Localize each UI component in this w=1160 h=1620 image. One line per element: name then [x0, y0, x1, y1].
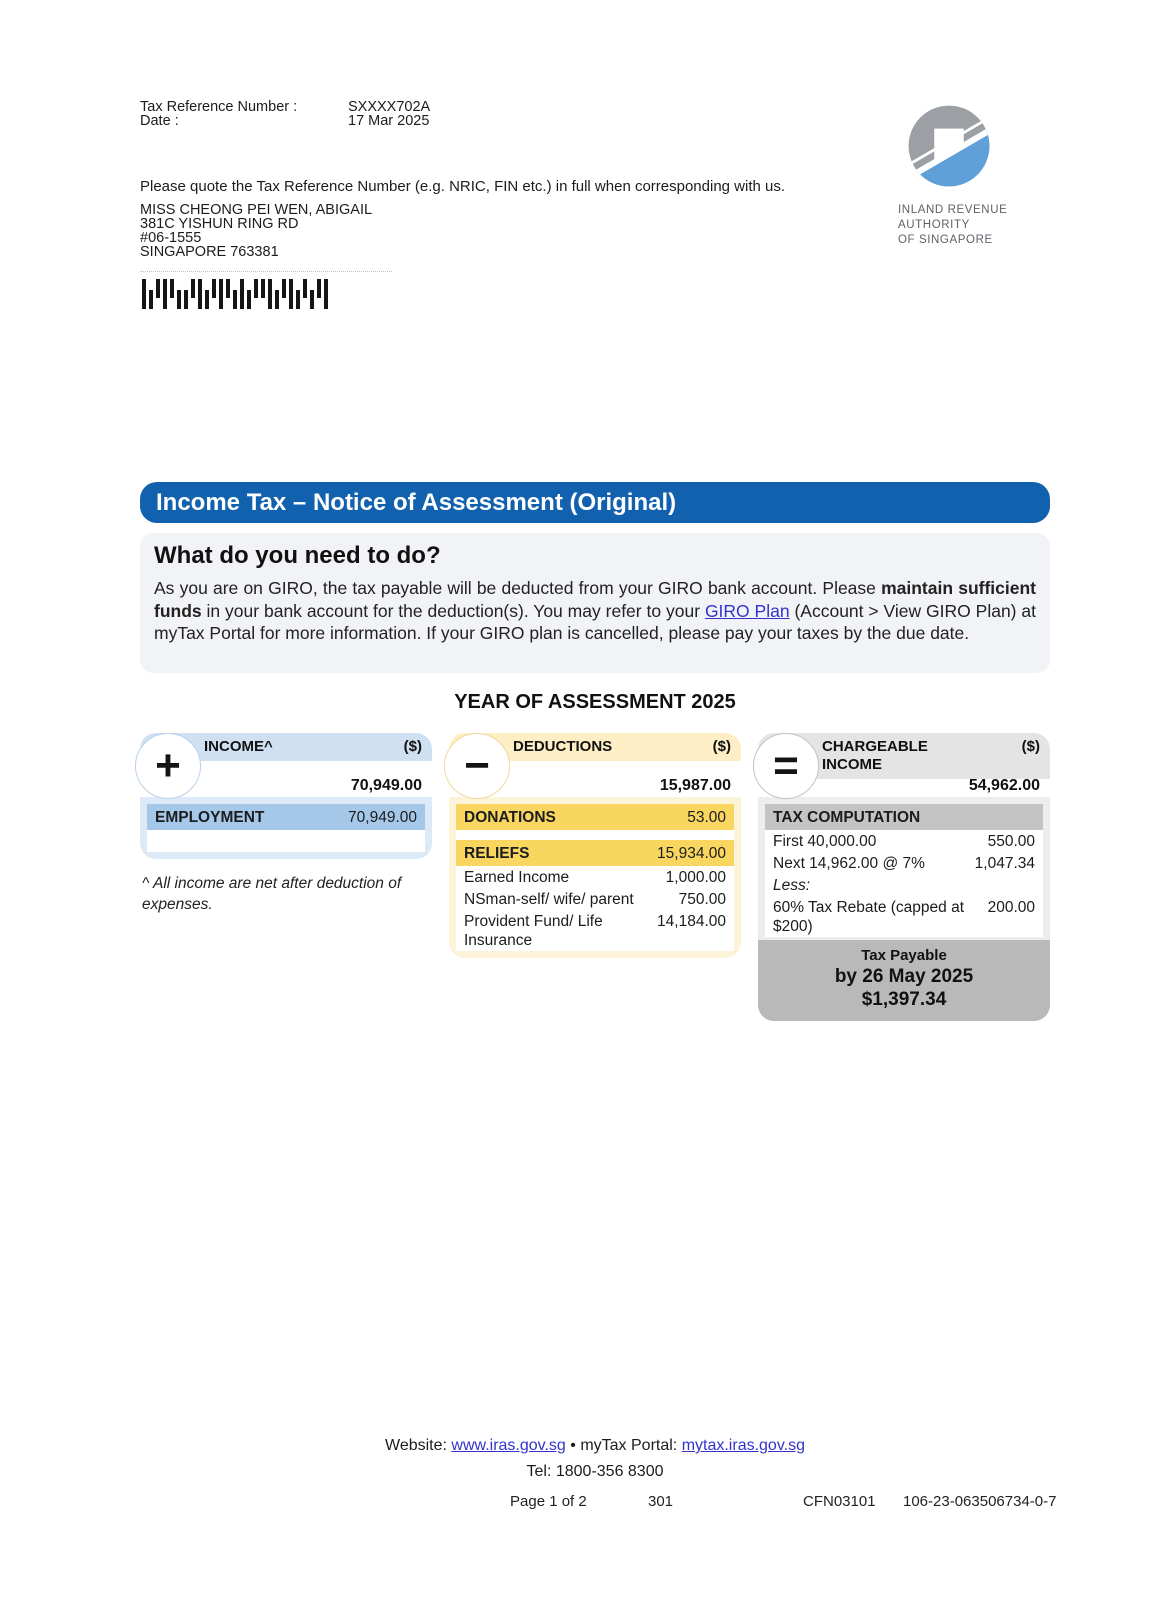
mytax-portal-link[interactable]: mytax.iras.gov.sg [681, 1437, 805, 1454]
what-to-do-paragraph: As you are on GIRO, the tax payable will be deducted from your GIRO bank account. Please maintain sufficient funds in your bank account for the deduction(s). You may refer to your GIRO Plan (Account > View GIRO Plan) at myTax Portal for more information. If your GIRO plan is cancelled, please pay your taxes by the due date. [154, 578, 1036, 643]
footer-document-id: 106-23-063506734-0-7 [903, 1493, 1057, 1510]
footer-code-301: 301 [648, 1493, 674, 1510]
tax-ref-value: SXXXX702A [348, 99, 431, 115]
reliefs-row: RELIEFS 15,934.00 [456, 840, 734, 866]
plus-icon: + [135, 733, 201, 799]
donations-row: DONATIONS 53.00 [456, 804, 734, 830]
date-value: 17 Mar 2025 [348, 113, 430, 129]
year-of-assessment-heading: YEAR OF ASSESSMENT 2025 [454, 691, 736, 713]
income-footnote: ^ All income are net after deduction of expenses. [142, 875, 402, 913]
tax-payable-due-date: by 26 May 2025 [834, 966, 974, 987]
barcode [142, 279, 331, 309]
recipient-address-line2: #06-1555 [140, 230, 202, 246]
employment-row: EMPLOYMENT 70,949.00 [147, 804, 425, 830]
chargeable-unit: ($) [1021, 738, 1040, 755]
recipient-address [140, 203, 372, 259]
minus-icon: − [444, 733, 510, 799]
footer-links: Website: www.iras.gov.sg • myTax Portal: mytax.iras.gov.sg [385, 1437, 805, 1454]
iras-logo-icon [906, 103, 992, 189]
deductions-unit: ($) [712, 738, 731, 755]
fold-line [140, 271, 392, 272]
deductions-label: DEDUCTIONS [513, 738, 613, 755]
iras-org-name: INLAND REVENUE AUTHORITY OF SINGAPORE [898, 204, 1008, 246]
income-card [140, 733, 432, 859]
date-label: Date : [140, 113, 179, 129]
relief-item: NSman-self/ wife/ parent 750.00 [464, 890, 726, 908]
notice-title-bar: Income Tax – Notice of Assessment (Original) [140, 482, 1050, 523]
recipient-name: MISS CHEONG PEI WEN, ABIGAIL [140, 202, 373, 218]
chargeable-label: CHARGEABLE INCOME [822, 738, 928, 773]
tax-computation-row: Next 14,962.00 @ 7% 1,047.34 [773, 854, 1035, 872]
relief-item: Provident Fund/ Life Insurance 14,184.00 [464, 912, 726, 949]
footer-code-cfn: CFN03101 [803, 1493, 876, 1510]
recipient-address-line3: SINGAPORE 763381 [140, 244, 279, 260]
tax-computation-row: Less: [773, 876, 811, 894]
footer-tel: Tel: 1800-356 8300 [526, 1463, 664, 1480]
tax-computation-row: 60% Tax Rebate (capped at $200) 200.00 [773, 898, 1035, 935]
giro-plan-link[interactable]: GIRO Plan [704, 600, 790, 621]
tax-payable-amount: $1,397.34 [861, 989, 947, 1010]
deductions-total: 15,987.00 [659, 777, 731, 794]
income-label: INCOME^ [204, 738, 273, 755]
page-number: Page 1 of 2 [510, 1493, 587, 1510]
quote-note: Please quote the Tax Reference Number (e.g. NRIC, FIN etc.) in full when corresponding with us. [140, 178, 786, 195]
tax-ref-label: Tax Reference Number : [140, 99, 298, 115]
chargeable-total: 54,962.00 [968, 777, 1040, 794]
iras-website-link[interactable]: www.iras.gov.sg [451, 1437, 566, 1454]
deductions-card [449, 733, 741, 958]
what-to-do-heading: What do you need to do? [154, 542, 441, 569]
chargeable-income-card [758, 733, 1050, 1021]
equals-icon: = [753, 733, 819, 799]
recipient-address-line1: 381C YISHUN RING RD [140, 216, 299, 232]
tax-computation-row: First 40,000.00 550.00 [773, 832, 1035, 850]
tax-payable-title: Tax Payable [861, 947, 947, 964]
income-total: 70,949.00 [350, 777, 422, 794]
assessment-cards [140, 733, 1050, 1021]
what-to-do-panel [140, 533, 1050, 673]
tax-payable-block [758, 940, 1050, 1021]
relief-item: Earned Income 1,000.00 [464, 868, 726, 886]
iras-logo [898, 103, 1048, 248]
tax-computation-header: TAX COMPUTATION [765, 804, 1043, 830]
income-unit: ($) [403, 738, 422, 755]
reference-block [140, 100, 430, 128]
